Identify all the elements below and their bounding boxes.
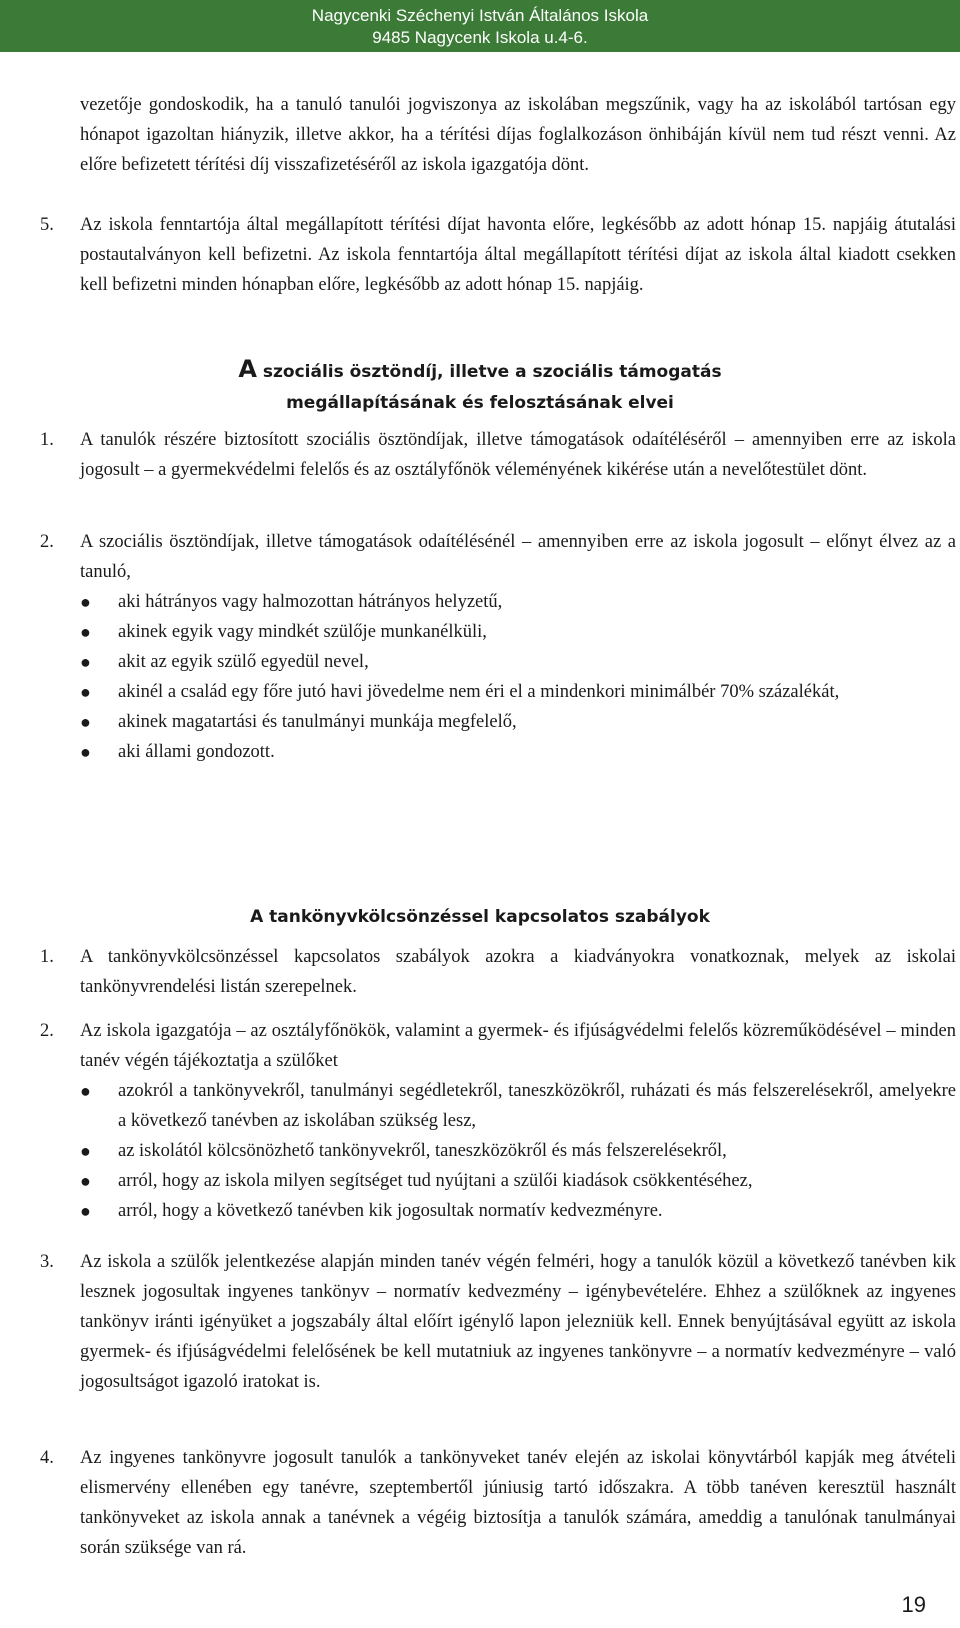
s1-bullet-list — [80, 587, 956, 767]
list-item: ● aki állami gondozott. — [80, 737, 956, 767]
section-1-heading-first-letter: A — [238, 355, 257, 383]
s2-item-4-number: 4. — [40, 1448, 54, 1468]
s1-item-2-text: A szociális ösztöndíjak, illetve támogatások odaítélésénél – amennyiben erre az iskola jogosult – előnyt élvez az a tanuló, — [80, 532, 956, 582]
s2-item-1-number: 1. — [40, 947, 54, 967]
s1-item-2-number: 2. — [40, 532, 54, 552]
s2-bullet-list — [80, 1076, 956, 1226]
list-item: ● akinek magatartási és tanulmányi munkája megfelelő, — [80, 707, 956, 737]
page-header — [0, 0, 960, 52]
s2-item-3-text: Az iskola a szülők jelentkezése alapján minden tanév végén felméri, hogy a tanulók közül a következő tanévben kik lesznek jogosultak ingyenes tankönyv – normatív kedvezmény – igénybevételére. Ehhez a szülőknek az ingyenes tankönyv iránti igényüket a jogszabály által előírt igénylő lapon jelezniük kell. Ennek benyújtásával együtt az iskola gyermek- és ifjúságvédelmi felelősének be kell mutatniuk az ingyenes tankönyvre – a normatív kedvezményre – való jogosultságot igazoló iratokat is. — [80, 1252, 956, 1392]
bullet-icon: ● — [80, 682, 91, 702]
continuation-paragraph: vezetője gondoskodik, ha a tanuló tanulói jogviszonya az iskolában megszűnik, vagy ha az iskolából tartósan egy hónapot igazoltan hiányzik, illetve akkor, ha a térítési díjas foglalkozáson önhibáján kívül nem tud részt venni. Az előre befizetett térítési díj visszafizetéséről az iskola igazgatója dönt. — [80, 95, 956, 175]
item-5-text: Az iskola fenntartója által megállapított térítési díjat havonta előre, legkésőbb az adott hónap 15. napjáig átutalási postautalványon kell befizetni. Az iskola fenntartója által megállapított térítési díjat az iskola által kiadott csekken kell befizetni minden hónapban előre, legkésőbb az adott hónap 15. napjáig. — [80, 215, 956, 295]
list-item: ● akinek egyik vagy mindkét szülője munkanélküli, — [80, 617, 956, 647]
list-item: ● azokról a tankönyvekről, tanulmányi segédletekről, taneszközökről, ruházati és más felszerelésekről, amelyekre a következő tanévben az iskolában szükség lesz, — [80, 1076, 956, 1136]
s2-item-3-number: 3. — [40, 1252, 54, 1272]
bullet-icon: ● — [80, 592, 91, 612]
bullet-icon: ● — [80, 1141, 91, 1161]
item-5-number: 5. — [40, 215, 54, 235]
list-item: ● arról, hogy az iskola milyen segítséget tud nyújtani a szülői kiadások csökkentéséhez, — [80, 1166, 956, 1196]
s2-item-2-number: 2. — [40, 1021, 54, 1041]
list-item: ● akit az egyik szülő egyedül nevel, — [80, 647, 956, 677]
section-1-heading-line-1 — [0, 352, 960, 389]
bullet-icon: ● — [80, 712, 91, 732]
s2-item-4-text: Az ingyenes tankönyvre jogosult tanulók a tankönyveket tanév elején az iskolai könyvtárból kapják meg átvételi elismervény ellenében egy tanévre, szeptembertől júniusig tartó időszakra. A több tanéven keresztül használt tankönyveket az iskola annak a tanévnek a végéig biztosítja a tanulók számára, ameddig a tanulónak tanulmányai során szüksége van rá. — [80, 1448, 956, 1558]
list-item: ● akinél a család egy főre jutó havi jövedelme nem éri el a mindenkori minimálbér 70% százalékát, — [80, 677, 956, 707]
bullet-icon: ● — [80, 622, 91, 642]
header-school-name: Nagycenki Széchenyi István Általános Iskola — [311, 6, 649, 25]
header-address: 9485 Nagycenk Iskola u.4-6. — [372, 28, 588, 47]
bullet-icon: ● — [80, 652, 91, 672]
list-item: ● az iskolától kölcsönözhető tankönyvekről, taneszközökről és más felszerelésekről, — [80, 1136, 956, 1166]
list-item: ● aki hátrányos vagy halmozottan hátrányos helyzetű, — [80, 587, 956, 617]
s2-item-2-text: Az iskola igazgatója – az osztályfőnökök, valamint a gyermek- és ifjúságvédelmi felelős közreműködésével – minden tanév végén tájékoztatja a szülőket — [80, 1021, 956, 1071]
bullet-icon: ● — [80, 1201, 91, 1221]
s2-item-1-text: A tankönyvkölcsönzéssel kapcsolatos szabályok azokra a kiadványokra vonatkoznak, melyek az iskolai tankönyvrendelési listán szerepelnek. — [80, 947, 956, 997]
section-1-heading-rest: szociális ösztöndíj, illetve a szociális támogatás — [256, 362, 722, 382]
list-item: ● arról, hogy a következő tanévben kik jogosultak normatív kedvezményre. — [80, 1196, 956, 1226]
bullet-icon: ● — [80, 1171, 91, 1191]
bullet-icon: ● — [80, 1081, 91, 1101]
page-number: 19 — [901, 1592, 926, 1617]
s1-item-1-text: A tanulók részére biztosított szociális ösztöndíjak, illetve támogatások odaítéléséről – amennyiben erre az iskola jogosult – a gyermekvédelmi felelős és az osztályfőnök véleményének kikérése után a nevelőtestület dönt. — [80, 430, 956, 480]
s1-item-1-number: 1. — [40, 430, 54, 450]
section-1-heading-line-2: megállapításának és felosztásának elvei — [286, 393, 674, 413]
bullet-icon: ● — [80, 742, 91, 762]
section-2-heading: A tankönyvkölcsönzéssel kapcsolatos szabályok — [250, 907, 710, 927]
